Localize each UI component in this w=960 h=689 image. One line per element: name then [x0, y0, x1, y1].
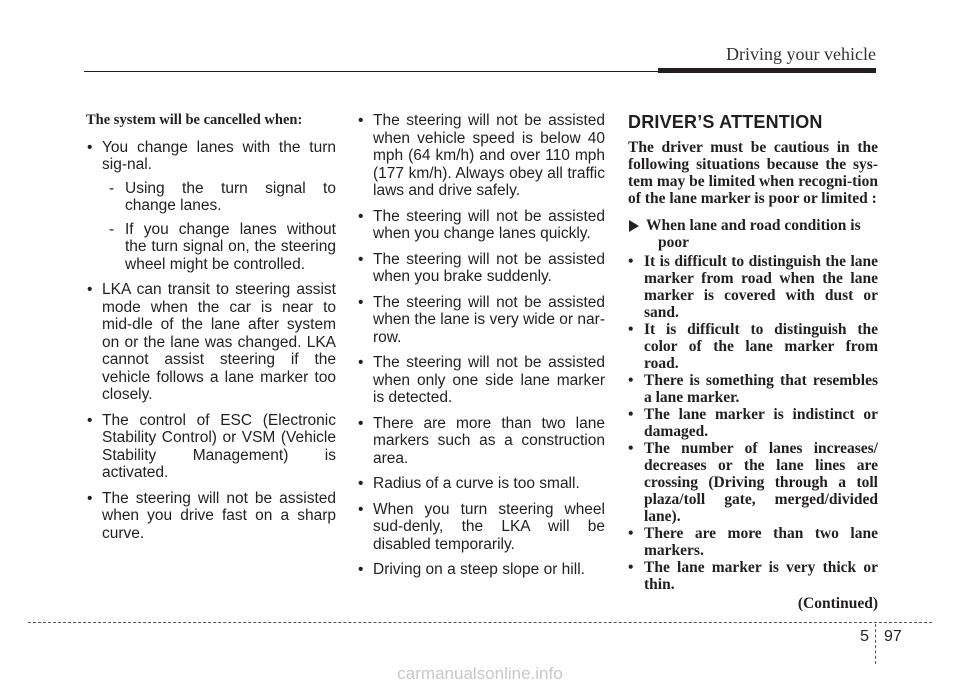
list-item: • Radius of a curve is too small.	[357, 475, 605, 493]
steering-conditions-list	[357, 112, 605, 579]
list-item: • The control of ESC (Electronic Stability Control) or VSM (Vehicle Stability Management) is activated.	[86, 412, 336, 482]
list-item	[86, 139, 336, 274]
list-item: • There is something that resembles a lane marker.	[628, 372, 878, 406]
list-item: • The steering will not be assisted when the lane is very wide or nar-row.	[357, 294, 605, 347]
sub-list-item: - If you change lanes without the turn signal on, the steering wheel might be controlled.	[102, 221, 336, 274]
drivers-attention-title: DRIVER’S ATTENTION	[628, 112, 823, 132]
list-item: • The steering will not be assisted when vehicle speed is below 40 mph (64 km/h) and over 110 mph (177 km/h). Always obey all traffic laws and drive safely.	[357, 112, 605, 200]
footer-divider	[28, 622, 932, 623]
sub-list	[102, 180, 336, 274]
list-item: • The lane marker is indistinct or damaged.	[628, 406, 878, 440]
list-item: • LKA can transit to steering assist mode when the car is near to mid-dle of the lane after system on or the lane was changed. LKA cannot assist steering if the vehicle follows a lane marker too closely.	[86, 281, 336, 404]
page-number-divider	[875, 624, 876, 664]
list-item: • The steering will not be assisted when you brake suddenly.	[357, 251, 605, 286]
chapter-number: 5	[860, 628, 869, 645]
triangle-bullet-icon	[629, 220, 639, 232]
lane-condition-subheading	[628, 217, 878, 251]
list-item: • It is difficult to distinguish the lane marker from road when the lane marker is covered with dust or sand.	[628, 253, 878, 321]
list-item: • It is difficult to distinguish the color of the lane marker from road.	[628, 321, 878, 372]
list-item: • The lane marker is very thick or thin.	[628, 559, 878, 593]
list-item: • When you turn steering wheel sud-denly, the LKA will be disabled temporarily.	[357, 501, 605, 554]
lane-condition-list	[628, 253, 878, 593]
continued-label: (Continued)	[797, 595, 878, 612]
column-left	[86, 112, 336, 550]
list-item: • The steering will not be assisted when only one side lane marker is detected.	[357, 354, 605, 407]
drivers-attention-intro: The driver must be cautious in the following situations because the sys-tem may be limited when recogni-tion of the lane marker is poor or limited :	[628, 139, 878, 207]
cancel-conditions-list	[86, 139, 336, 543]
section-header-title: Driving your vehicle	[726, 44, 876, 64]
subheading-line: When lane and road condition is	[646, 217, 861, 234]
list-item: • There are more than two lane markers.	[628, 525, 878, 559]
column-middle	[357, 112, 605, 587]
watermark: carmanualsonline.info	[397, 664, 563, 683]
list-item: • The steering will not be assisted when you change lanes quickly.	[357, 208, 605, 243]
sub-list-item: - Using the turn signal to change lanes.	[102, 180, 336, 215]
list-item: • Driving on a steep slope or hill.	[357, 561, 605, 579]
list-item: • The steering will not be assisted when you drive fast on a sharp curve.	[86, 490, 336, 543]
column-right	[628, 112, 878, 613]
list-item: • There are more than two lane markers such as a construction area.	[357, 415, 605, 468]
list-item-text: You change lanes with the turn sig-nal.	[102, 138, 336, 173]
header-rule-accent	[658, 68, 876, 73]
subheading-line: poor	[658, 234, 689, 251]
list-item: • The number of lanes increases/ decreases or the lane lines are crossing (Driving through a toll plaza/toll gate, merged/divided lane).	[628, 440, 878, 525]
page-number: 97	[884, 628, 902, 645]
cancel-conditions-heading: The system will be cancelled when:	[86, 112, 303, 128]
